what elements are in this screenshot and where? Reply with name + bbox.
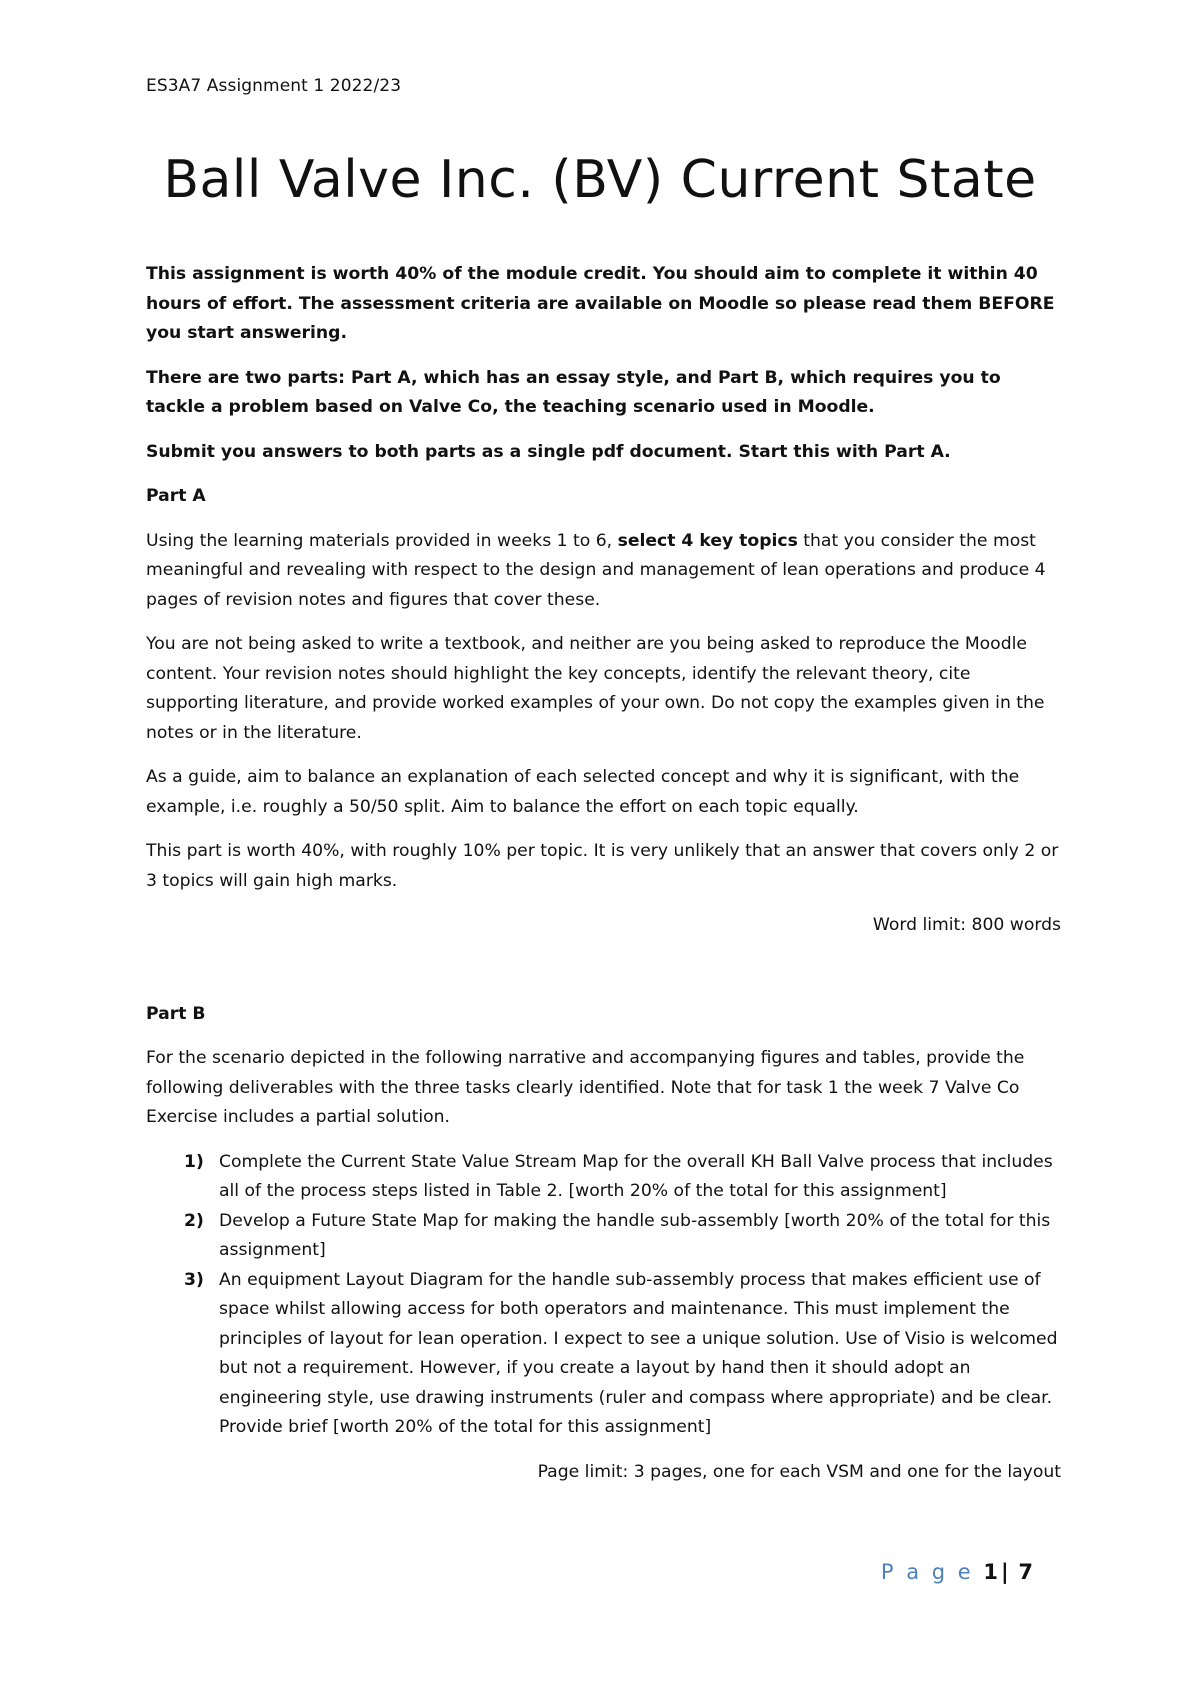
section-spacer — [146, 956, 1061, 1000]
part-a-p1-bold: select 4 key topics — [617, 530, 798, 551]
task-item — [146, 1266, 1061, 1443]
task-text: Develop a Future State Map for making the handle sub-assembly [worth 20% of the total for this assignment] — [219, 1210, 1051, 1260]
task-number: 1) — [184, 1151, 204, 1172]
document-body — [146, 260, 1061, 1502]
running-header: ES3A7 Assignment 1 2022/23 — [146, 76, 402, 96]
intro-paragraph-2: There are two parts: Part A, which has an essay style, and Part B, which requires you to tackle a problem based on Valve Co, the teaching scenario used in Moodle. — [146, 367, 1001, 417]
page-number: 1 — [983, 1560, 1002, 1584]
part-b-intro: For the scenario depicted in the following narrative and accompanying figures and tables, provide the following deliverables with the three tasks clearly identified. Note that for task 1 the week 7 Valve Co Exercise includes a partial solution. — [146, 1048, 1025, 1127]
task-item — [146, 1207, 1061, 1266]
page-separator: | — [1001, 1560, 1009, 1584]
part-a-word-limit: Word limit: 800 words — [872, 915, 1061, 935]
part-a-heading: Part A — [146, 486, 206, 506]
task-number: 3) — [184, 1269, 204, 1290]
intro-paragraph-3: Submit you answers to both parts as a single pdf document. Start this with Part A. — [146, 441, 951, 462]
task-list — [146, 1148, 1061, 1443]
task-text: An equipment Layout Diagram for the handle sub-assembly process that makes efficient use of space whilst allowing access for both operators and maintenance. This must implement the principles of layout for lean operation. I expect to see a unique solution. Use of Visio is welcomed but not a requirement. However, if you create a layout by hand then it should adopt an engineering style, use drawing instruments (ruler and compass where appropriate) and be clear. Provide brief [worth 20% of the total for this assignment] — [219, 1269, 1058, 1437]
task-item — [146, 1148, 1061, 1207]
part-a-paragraph-2: You are not being asked to write a textbook, and neither are you being asked to reproduce the Moodle content. Your revision notes should highlight the key concepts, identify the relevant theory, cite supporting literature, and provide worked examples of your own. Do not copy the examples given in the notes or in the literature. — [146, 634, 1045, 743]
task-text: Complete the Current State Value Stream Map for the overall KH Ball Valve process that includes all of the process steps listed in Table 2. [worth 20% of the total for this assignment] — [219, 1151, 1053, 1201]
part-a-paragraph-4: This part is worth 40%, with roughly 10% per topic. It is very unlikely that an answer that covers only 2 or 3 topics will gain high marks. — [146, 841, 1059, 891]
page-footer — [881, 1560, 1036, 1584]
part-b-page-limit: Page limit: 3 pages, one for each VSM and one for the layout — [537, 1461, 1061, 1482]
document-title: Ball Valve Inc. (BV) Current State — [163, 150, 1037, 210]
page-word: P a g e — [880, 1560, 974, 1584]
part-a-p1-start: Using the learning materials provided in weeks 1 to 6, — [146, 530, 618, 551]
part-a-paragraph-3: As a guide, aim to balance an explanation of each selected concept and why it is significant, with the example, i.e. roughly a 50/50 split. Aim to balance the effort on each topic equally. — [146, 767, 1020, 817]
part-a-p1-end: that you consider the most meaningful and revealing with respect to the design and management of lean operations and produce 4 pages of revision notes and figures that cover these. — [146, 530, 1046, 610]
part-b-heading: Part B — [146, 1003, 206, 1024]
total-pages: 7 — [1018, 1560, 1036, 1584]
task-number: 2) — [184, 1210, 204, 1231]
part-a-paragraph-1 — [146, 527, 1061, 616]
intro-paragraph-1: This assignment is worth 40% of the module credit. You should aim to complete it within 40 hours of effort. The assessment criteria are available on Moodle so please read them BEFORE you start answering. — [146, 264, 1055, 343]
